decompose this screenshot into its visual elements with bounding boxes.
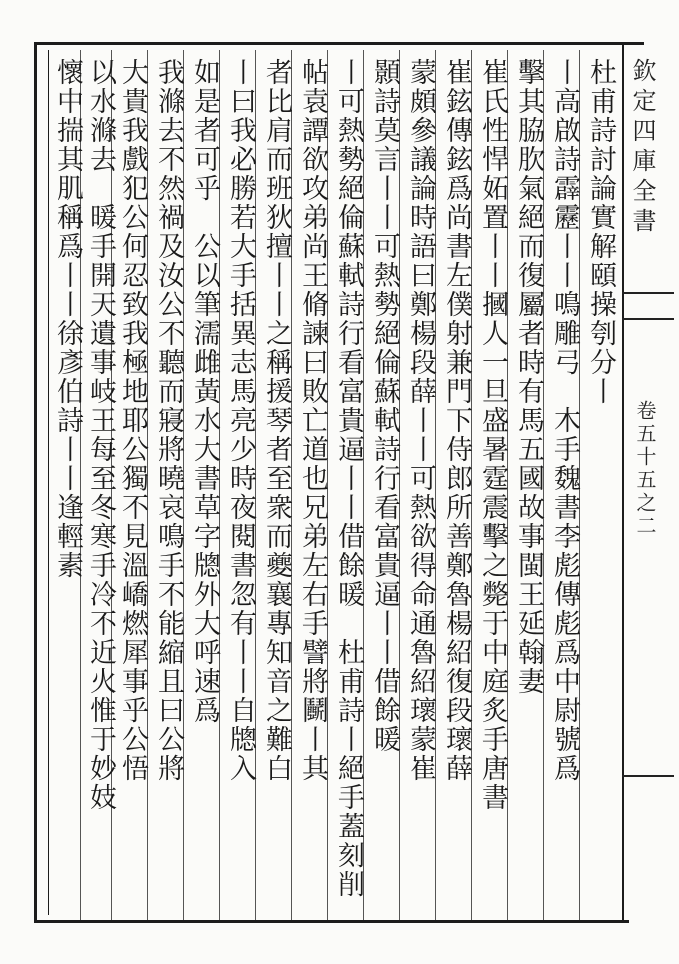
text-column-9: 帖袁譚欲攻弟尚王脩諫曰敗亡道也兄弟左右手譬將鬭丨其 — [297, 58, 328, 783]
inner-left-border-line — [48, 50, 49, 915]
text-column-10: 者比肩而班狄擅丨丨之稱援琴者至衆而夔襄專知音之難白 — [261, 58, 292, 783]
text-column-4: 崔氏性悍妬置丨丨摑人一旦盛暑霆震擊之斃于中庭炙手唐書 — [477, 58, 508, 812]
text-column-16: 懷中揣其肌稱爲丨丨徐彥伯詩丨丨逢輕素 — [52, 58, 83, 580]
text-column-14: 大貴我戲犯公何忍致我極地耶公獨不見溫嶠燃犀事乎公悟 — [117, 58, 148, 783]
margin-volume-label: 卷五十五之二 — [633, 400, 657, 538]
text-column-2: 丨高啟詩霹靂丨丨鳴雕弓 木手魏書李彪傳彪爲中尉號爲 — [549, 58, 580, 783]
right-border-line — [622, 42, 624, 923]
margin-book-title: 欽定四庫全書 — [628, 58, 656, 238]
text-column-8: 丨可熱勢絕倫蘇軾詩行看富貴逼丨丨借餘暖 杜甫詩丨絕手蓋刻削 — [333, 58, 364, 899]
text-column-13: 我滌去不然禍及汝公不聽而寢將曉哀鳴手不能縮且曰公將 — [153, 58, 184, 783]
left-border-line — [34, 42, 37, 923]
text-column-12: 如是者可乎 公以筆濡雌黃水大書草字牕外大呼速爲 — [189, 58, 220, 725]
bottom-border-line — [34, 920, 629, 923]
fold-marker-upper — [622, 318, 674, 320]
text-column-5: 崔鉉傳鉉爲尚書左僕射兼門下侍郎所善鄭魯楊紹復段瓌薛 — [441, 58, 472, 783]
fold-marker-bottom — [622, 775, 674, 777]
text-column-3: 擊其脇肷氣絕而復屬者時有馬五國故事閩王延翰妻 — [513, 58, 544, 696]
text-column-7: 顥詩莫言丨丨可熱勢絕倫蘇軾詩行看富貴逼丨丨借餘暖 — [369, 58, 400, 754]
text-column-11: 丨曰我必勝若大手括異志馬亮少時夜閱書忽有丨丨自牕入 — [225, 58, 256, 783]
text-column-15: 以水滌去 暖手開天遺事岐王每至冬寒手冷不近火惟于妙妓 — [85, 58, 116, 812]
fold-marker-top — [622, 292, 674, 294]
text-column-1: 杜甫詩討論實解頤操刳分丨 — [585, 58, 616, 406]
top-border-line — [34, 42, 644, 45]
text-column-6: 蒙頗參議論時語曰鄭楊段薛丨丨可熱欲得命通魯紹瓌蒙崔 — [405, 58, 436, 783]
